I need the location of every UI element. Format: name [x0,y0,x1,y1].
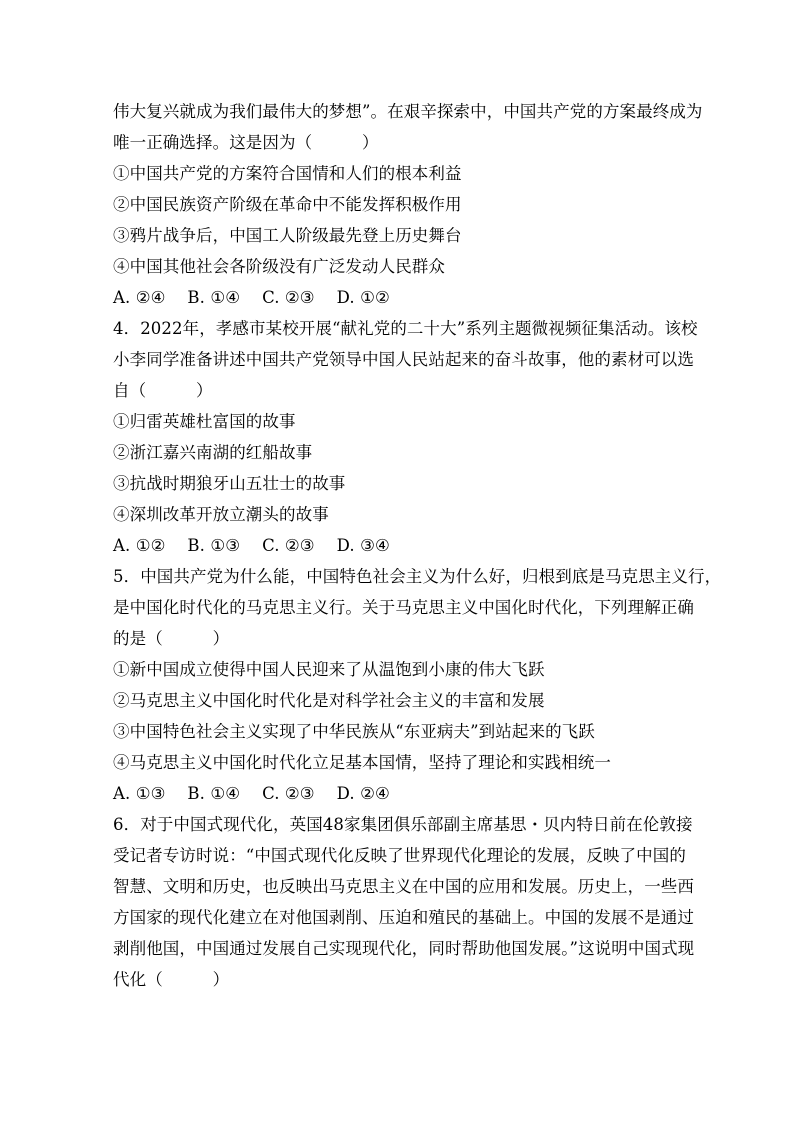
answer-choices: A. ①③ B. ①④ C. ②③ D. ②④ [113,784,390,803]
question-3-continued [113,96,703,313]
option-statement: ④马克思主义中国化时代化立足基本国情，坚持了理论和实践相统一 [113,753,611,772]
option-statement: ③抗战时期狼牙山五壮士的故事 [113,474,346,493]
question-text-line: 方国家的现代化建立在对他国剥削、压迫和殖民的基础上。中国的发展不是通过 [113,908,694,927]
question-5 [113,561,722,809]
option-statement: ①新中国成立使得中国人民迎来了从温饱到小康的伟大飞跃 [113,660,545,679]
page-content [113,96,722,995]
option-statement: ②中国民族资产阶级在革命中不能发挥积极作用 [113,195,462,214]
answer-choices: A. ②④ B. ①④ C. ②③ D. ①② [113,288,390,307]
question-text-line: 剥削他国，中国通过发展自己实现现代化，同时帮助他国发展。”这说明中国式现 [113,939,695,958]
question-text-line: 受记者专访时说：“中国式现代化反映了世界现代化理论的发展，反映了中国的 [113,846,686,865]
question-text-line: 自（ ） [113,381,213,400]
question-6 [113,809,693,995]
question-text-line: 代化（ ） [113,970,230,989]
option-statement: ④深圳改革开放立潮头的故事 [113,505,329,524]
question-text-line: 智慧、文明和历史，也反映出马克思主义在中国的应用和发展。历史上，一些西 [113,877,694,896]
option-statement: ③中国特色社会主义实现了中华民族从“东亚病夫”到站起来的飞跃 [113,722,595,741]
option-statement: ③鸦片战争后，中国工人阶级最先登上历史舞台 [113,226,462,245]
question-text-line: 6．对于中国式现代化，英国48家集团俱乐部副主席基思・贝内特日前在伦敦接 [113,815,693,834]
option-statement: ④中国其他社会各阶级没有广泛发动人民群众 [113,257,445,276]
question-text-line: 5．中国共产党为什么能，中国特色社会主义为什么好，归根到底是马克思主义行， [113,567,722,586]
question-text-line: 唯一正确选择。这是因为（ ） [113,133,379,152]
question-text-line: 伟大复兴就成为我们最伟大的梦想”。在艰辛探索中，中国共产党的方案最终成为 [113,102,703,121]
question-4 [113,313,698,561]
question-text-line: 的是（ ） [113,629,230,648]
option-statement: ①归雷英雄杜富国的故事 [113,412,296,431]
option-statement: ①中国共产党的方案符合国情和人们的根本利益 [113,164,462,183]
question-text-line: 小李同学准备讲述中国共产党领导中国人民站起来的奋斗故事，他的素材可以选 [113,350,694,369]
answer-choices: A. ①② B. ①③ C. ②③ D. ③④ [113,536,390,555]
question-text-line: 4．2022年，孝感市某校开展“献礼党的二十大”系列主题微视频征集活动。该校 [113,319,698,338]
option-statement: ②浙江嘉兴南湖的红船故事 [113,443,313,462]
question-text-line: 是中国化时代化的马克思主义行。关于马克思主义中国化时代化，下列理解正确 [113,598,694,617]
option-statement: ②马克思主义中国化时代化是对科学社会主义的丰富和发展 [113,691,545,710]
